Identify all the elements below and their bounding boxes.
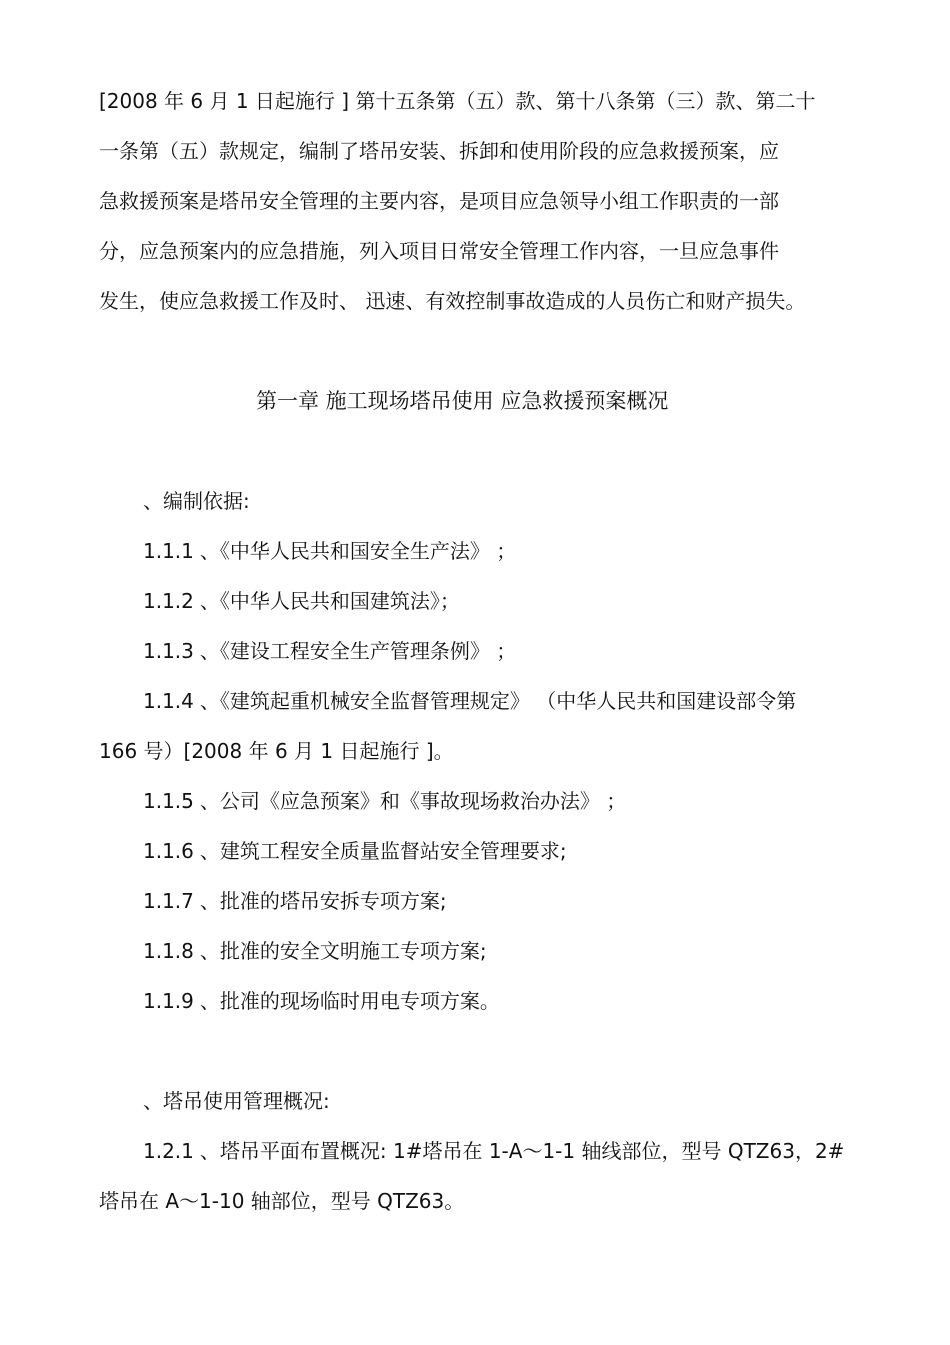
list-item <box>143 838 567 864</box>
list-item-continuation <box>99 1188 464 1214</box>
intro-line-3: 急救援预案是塔吊安全管理的主要内容，是项目应急领导小组工作职责的一部 <box>99 189 779 213</box>
item-text: 、建筑工程安全质量监督站安全管理要求; <box>199 839 567 863</box>
list-item <box>143 688 796 714</box>
item-text: 、批准的安全文明施工专项方案; <box>199 939 487 963</box>
item-number: 1.1.3 <box>143 639 194 663</box>
intro-line-1: [2008 年 6 月 1 日起施行 ] 第十五条第（五）款、第十八条第（三）款、第二十 <box>99 89 816 113</box>
item-number: 1.1.8 <box>143 939 194 963</box>
item-number: 1.2.1 <box>143 1139 194 1163</box>
section-1-heading: 、编制依据: <box>143 489 250 513</box>
list-item <box>143 888 447 914</box>
item-text: 、《中华人民共和国安全生产法》 ； <box>199 539 517 563</box>
list-item <box>143 588 460 614</box>
list-item <box>143 938 487 964</box>
item-text: 、塔吊平面布置概况: 1#塔吊在 1-A～1-1 轴线部位，型号 QTZ63，2# <box>199 1139 845 1163</box>
intro-line-2: 一条第（五）款规定，编制了塔吊安装、拆卸和使用阶段的应急救援预案，应 <box>99 139 779 163</box>
item-text: 、批准的塔吊安拆专项方案; <box>199 889 447 913</box>
list-item <box>143 638 516 664</box>
item-text: 166 号）[2008 年 6 月 1 日起施行 ]。 <box>99 739 454 763</box>
item-text: 、公司《应急预案》和《事故现场救治办法》 ； <box>199 789 627 813</box>
item-number: 1.1.2 <box>143 589 194 613</box>
intro-line-5: 发生，使应急救援工作及时、 迅速、有效控制事故造成的人员伤亡和财产损失。 <box>99 289 806 313</box>
item-number: 1.1.9 <box>143 989 194 1013</box>
list-item <box>143 788 626 814</box>
section-2-heading: 、塔吊使用管理概况: <box>143 1089 330 1113</box>
item-number: 1.1.1 <box>143 539 194 563</box>
list-item <box>143 988 500 1014</box>
list-item-continuation <box>99 738 454 764</box>
chapter-title: 第一章 施工现场塔吊使用 应急救援预案概况 <box>256 389 669 413</box>
item-number: 1.1.4 <box>143 689 194 713</box>
item-number: 1.1.7 <box>143 889 194 913</box>
list-item <box>143 1138 844 1164</box>
item-text: 、批准的现场临时用电专项方案。 <box>199 989 500 1013</box>
item-text: 、《建筑起重机械安全监督管理规定》 （中华人民共和国建设部令第 <box>199 689 797 713</box>
item-text: 、《中华人民共和国建筑法》； <box>199 589 460 613</box>
item-text: 、《建设工程安全生产管理条例》 ； <box>199 639 517 663</box>
intro-line-4: 分，应急预案内的应急措施，列入项目日常安全管理工作内容，一旦应急事件 <box>99 239 779 263</box>
list-item <box>143 538 516 564</box>
item-number: 1.1.5 <box>143 789 194 813</box>
item-number: 1.1.6 <box>143 839 194 863</box>
item-text: 塔吊在 A～1-10 轴部位，型号 QTZ63。 <box>99 1189 465 1213</box>
